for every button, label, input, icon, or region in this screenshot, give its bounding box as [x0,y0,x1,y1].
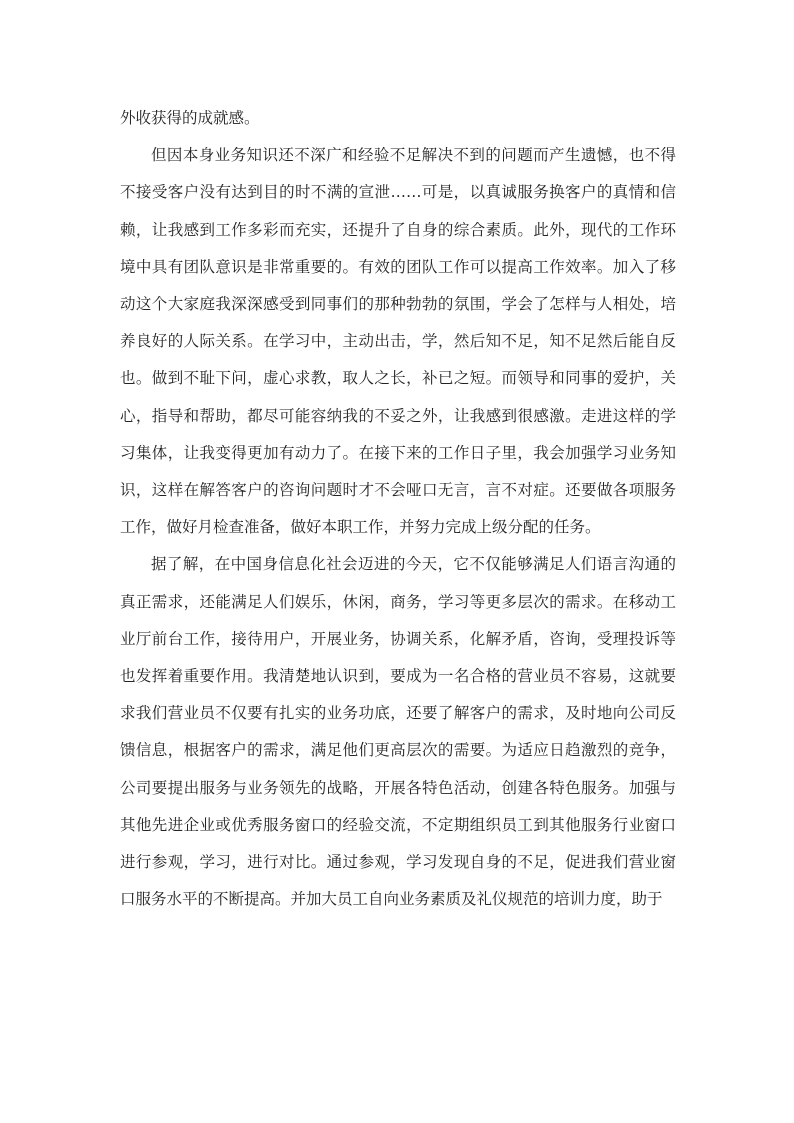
document-body [120,100,676,918]
paragraph-work-reflection: 但因本身业务知识还不深广和经验不足解决不到的问题而产生遗憾，也不得不接受客户没有达到目的时不满的宣泄……可是，以真诚服务换客户的真情和信赖，让我感到工作多彩而充实，还提升了自身的综合素质。此外，现代的工作环境中具有团队意识是非常重要的。有效的团队工作可以提高工作效率。加入了移动这个大家庭我深深感受到同事们的那种勃勃的氛围，学会了怎样与人相处，培养良好的人际关系。在学习中，主动出击，学，然后知不足，知不足然后能自反也。做到不耻下问，虚心求教，取人之长，补已之短。而领导和同事的爱护，关心，指导和帮助，都尽可能容纳我的不妥之外，让我感到很感激。走进这样的学习集体，让我变得更加有动力了。在接下来的工作日子里，我会加强学习业务知识，这样在解答客户的咨询问题时才不会哑口无言，言不对症。还要做各项服务工作，做好月检查准备，做好本职工作，并努力完成上级分配的任务。 [120,146,676,537]
paragraph-continuation: 外收获得的成就感。 [120,109,260,127]
paragraph-service-improvement: 据了解，在中国身信息化社会迈进的今天，它不仅能够满足人们语言沟通的真正需求，还能满足人们娱乐，休闲，商务，学习等更多层次的需求。在移动工业厅前台工作，接待用户，开展业务，协调关系，化解矛盾，咨询，受理投诉等也发挥着重要作用。我清楚地认识到，要成为一名合格的营业员不容易，这就要求我们营业员不仅要有扎实的业务功底，还要了解客户的需求，及时地向公司反馈信息，根据客户的需求，满足他们更高层次的需要。为适应日趋激烈的竞争，公司要提出服务与业务领先的战略，开展各特色活动，创建各特色服务。加强与其他先进企业或优秀服务窗口的经验交流，不定期组织员工到其他服务行业窗口进行参观，学习，进行对比。通过参观，学习发现自身的不足，促进我们营业窗口服务水平的不断提高。并加大员工自向业务素质及礼仪规范的培训力度，助于 [120,555,676,909]
